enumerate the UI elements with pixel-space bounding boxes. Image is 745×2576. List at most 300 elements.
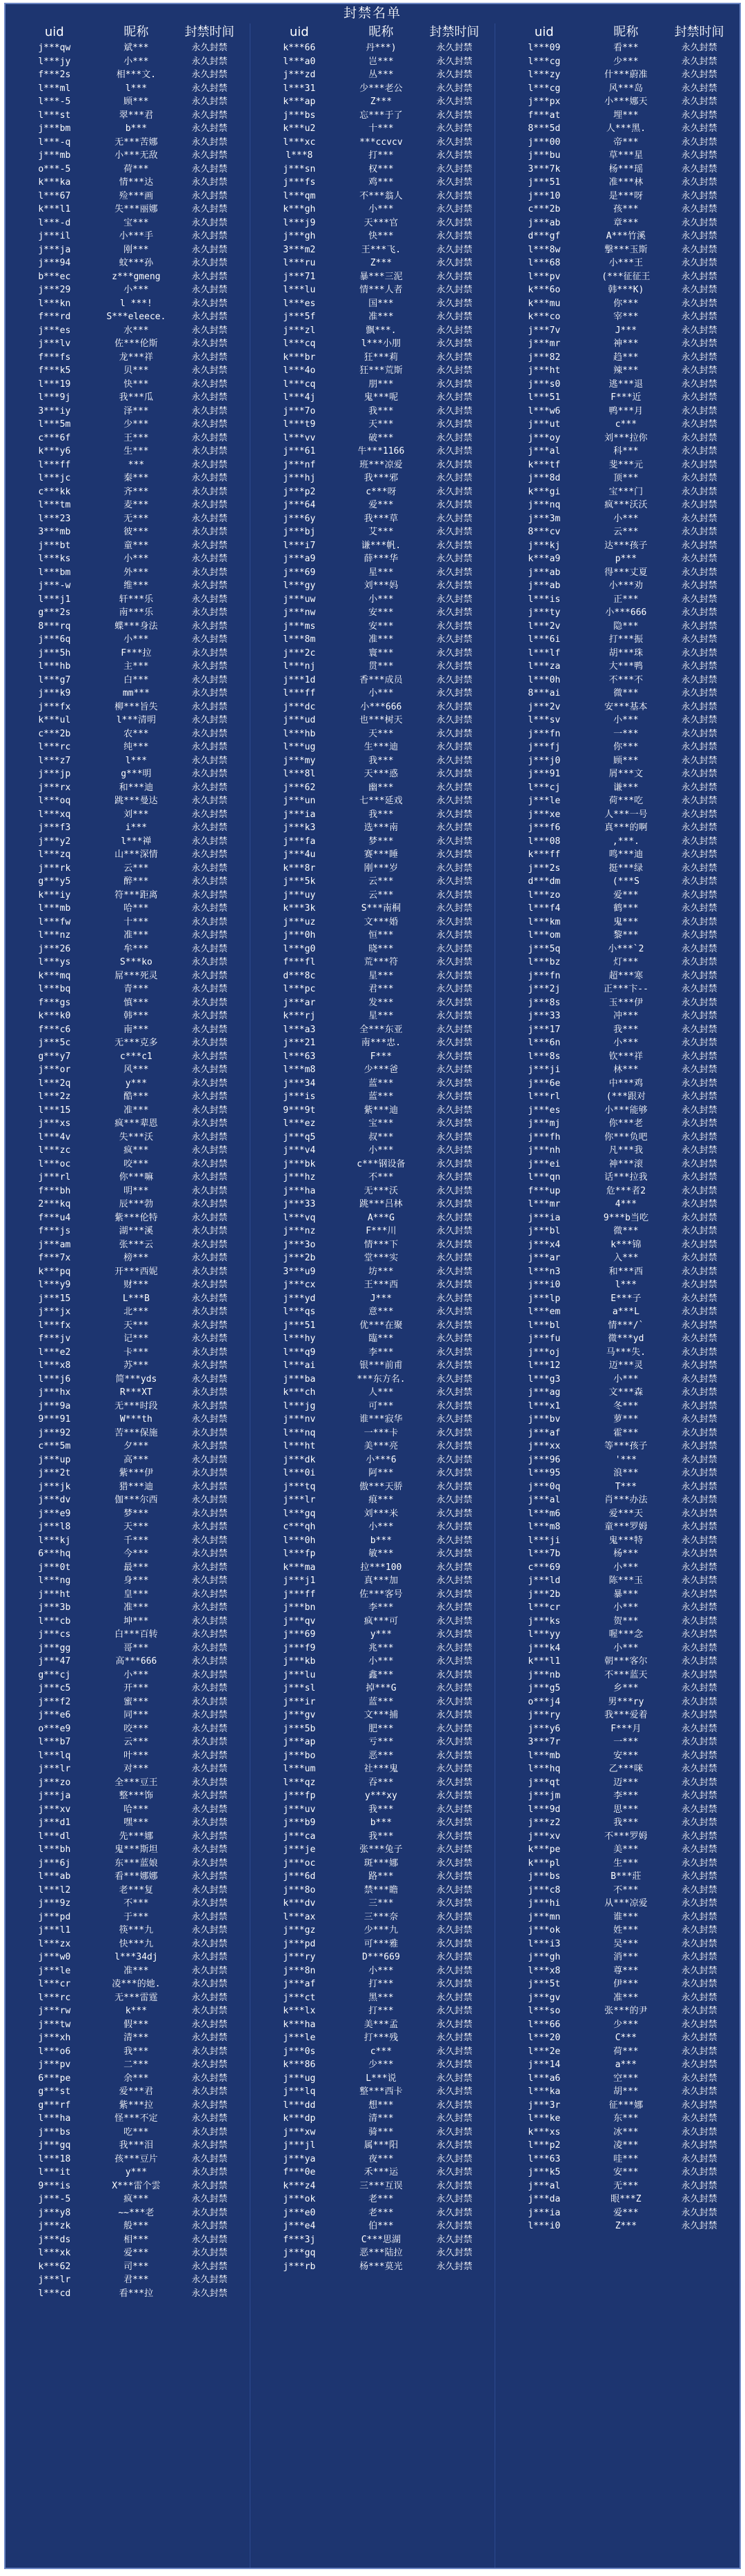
uid-cell: f***js bbox=[38, 1226, 71, 1236]
status-cell: 永久封禁 bbox=[436, 97, 473, 107]
uid-cell: j***4u bbox=[283, 849, 316, 860]
status-cell: 永久封禁 bbox=[681, 163, 717, 174]
table-row bbox=[6, 337, 250, 351]
uid-cell: j***uv bbox=[283, 1804, 316, 1815]
uid-cell: j***s0 bbox=[528, 379, 561, 390]
status-cell: 永久封禁 bbox=[191, 688, 228, 698]
uid-cell: l***vv bbox=[283, 432, 316, 443]
table-row bbox=[6, 620, 250, 634]
name-cell: 骑*** bbox=[368, 2126, 394, 2137]
uid-cell: k***62 bbox=[38, 2261, 71, 2272]
table-row bbox=[6, 1090, 250, 1104]
status-cell: 永久封禁 bbox=[436, 1871, 473, 1882]
uid-cell: l***st bbox=[38, 110, 71, 121]
name-cell: 对*** bbox=[123, 1764, 149, 1774]
name-cell: 天*** bbox=[368, 419, 394, 430]
status-cell: 永久封禁 bbox=[191, 647, 228, 658]
status-cell: 永久封禁 bbox=[436, 1199, 473, 1209]
uid-cell: l***8s bbox=[528, 1051, 561, 1062]
uid-cell: l***g3 bbox=[528, 1373, 561, 1385]
table-row bbox=[495, 1911, 739, 1924]
status-cell: 永久封禁 bbox=[191, 298, 228, 309]
status-cell: 永久封禁 bbox=[436, 1266, 473, 1277]
uid-cell: l***nq bbox=[283, 1427, 316, 1438]
table-row bbox=[495, 1574, 739, 1588]
table-row bbox=[495, 1884, 739, 1898]
table-row bbox=[6, 754, 250, 768]
uid-cell: j***6q bbox=[38, 634, 71, 645]
uid-cell: j***8n bbox=[283, 1965, 316, 1976]
status-cell: 永久封禁 bbox=[191, 836, 228, 847]
name-cell: 文***森 bbox=[608, 1387, 644, 1398]
uid-cell: j***nh bbox=[528, 1145, 561, 1156]
uid-cell: k***dp bbox=[283, 2113, 316, 2124]
table-row bbox=[495, 68, 739, 82]
name-cell: 叶*** bbox=[123, 1750, 149, 1761]
table-row bbox=[495, 2220, 739, 2233]
uid-cell: j***f3 bbox=[38, 823, 71, 833]
status-cell: 永久封禁 bbox=[436, 1373, 473, 1385]
uid-cell: 6***hq bbox=[38, 1549, 71, 1559]
status-cell: 永久封禁 bbox=[681, 2180, 717, 2191]
table-row bbox=[250, 1991, 495, 2005]
uid-cell: l***xk bbox=[38, 2248, 71, 2258]
name-cell: 阿*** bbox=[368, 1468, 394, 1478]
status-cell: 永久封禁 bbox=[191, 2019, 228, 2030]
table-row bbox=[6, 109, 250, 123]
table-row bbox=[250, 2085, 495, 2099]
status-cell: 永久封禁 bbox=[436, 701, 473, 712]
name-cell: 最*** bbox=[123, 1562, 149, 1573]
table-row bbox=[495, 1319, 739, 1333]
table-row bbox=[6, 2287, 250, 2301]
table-row bbox=[250, 1789, 495, 1803]
table-row bbox=[495, 2206, 739, 2220]
uid-cell: j***8o bbox=[283, 1884, 316, 1895]
uid-cell: l***z7 bbox=[38, 755, 71, 766]
name-cell: 银***前甫 bbox=[359, 1360, 403, 1371]
status-cell: 永久封禁 bbox=[681, 1280, 717, 1290]
uid-cell: f***fs bbox=[38, 352, 71, 363]
uid-cell: j***ei bbox=[528, 1158, 561, 1169]
uid-cell: j***ab bbox=[528, 581, 561, 591]
name-cell: 破*** bbox=[368, 432, 394, 443]
uid-cell: j***af bbox=[528, 1427, 561, 1438]
name-cell: 云*** bbox=[123, 863, 149, 874]
name-cell: 暴***三泥 bbox=[359, 271, 403, 282]
name-cell: 老*** bbox=[368, 2194, 394, 2204]
status-cell: 永久封禁 bbox=[436, 674, 473, 685]
name-cell: 紫***拉 bbox=[119, 2100, 154, 2111]
uid-cell: j***pd bbox=[283, 1938, 316, 1949]
uid-cell: l***is bbox=[528, 594, 561, 605]
table-row bbox=[250, 1978, 495, 1991]
table-row bbox=[6, 1601, 250, 1615]
name-cell: 选***南 bbox=[364, 823, 399, 833]
table-row bbox=[250, 848, 495, 862]
status-cell: 永久封禁 bbox=[681, 1669, 717, 1680]
status-cell: 永久封禁 bbox=[191, 1078, 228, 1089]
name-cell: y*** bbox=[125, 1078, 148, 1089]
table-row bbox=[495, 243, 739, 257]
status-cell: 永久封禁 bbox=[436, 2033, 473, 2043]
status-cell: 永久封禁 bbox=[681, 2167, 717, 2177]
table-row bbox=[495, 1131, 739, 1145]
name-cell: 掉***G bbox=[366, 1683, 397, 1693]
status-cell: 永久封禁 bbox=[191, 1952, 228, 1962]
status-cell: 永久封禁 bbox=[191, 83, 228, 94]
status-cell: 永久封禁 bbox=[681, 1226, 717, 1236]
table-row bbox=[495, 767, 739, 781]
name-cell: 征***娜 bbox=[608, 2100, 644, 2111]
name-cell: 禾***运 bbox=[364, 2167, 399, 2177]
table-row bbox=[6, 176, 250, 190]
status-cell: 永久封禁 bbox=[681, 715, 717, 725]
status-cell: 永久封禁 bbox=[681, 1965, 717, 1976]
status-cell: 永久封禁 bbox=[681, 2033, 717, 2043]
status-cell: 永久封禁 bbox=[191, 43, 228, 53]
name-cell: 小*** bbox=[123, 554, 149, 564]
table-row bbox=[6, 808, 250, 822]
name-cell: 刘***拉你 bbox=[604, 432, 648, 443]
status-cell: 永久封禁 bbox=[436, 231, 473, 241]
name-cell: 小*** bbox=[613, 1602, 639, 1613]
uid-cell: l***sv bbox=[528, 715, 561, 725]
table-row bbox=[6, 270, 250, 284]
uid-cell: k***mu bbox=[528, 298, 561, 309]
uid-cell: k***66 bbox=[283, 43, 316, 53]
status-cell: 永久封禁 bbox=[436, 2113, 473, 2124]
name-cell: 社***鬼 bbox=[364, 1764, 399, 1774]
uid-cell: j***qw bbox=[38, 43, 71, 53]
uid-cell: j***qv bbox=[283, 1616, 316, 1627]
name-cell: 从***凉爱 bbox=[604, 1898, 648, 1909]
name-cell: 齐*** bbox=[123, 486, 149, 497]
status-cell: 永久封禁 bbox=[191, 513, 228, 524]
status-cell: 永久封禁 bbox=[436, 1723, 473, 1734]
table-row bbox=[250, 1655, 495, 1669]
name-cell: 眼***Z bbox=[610, 2194, 642, 2204]
name-cell: b*** bbox=[370, 1818, 393, 1828]
status-cell: 永久封禁 bbox=[436, 688, 473, 698]
uid-cell: j***ia bbox=[528, 1212, 561, 1223]
uid-cell: j***es bbox=[38, 325, 71, 336]
status-cell: 永久封禁 bbox=[436, 1481, 473, 1492]
status-cell: 永久封禁 bbox=[681, 1131, 717, 1143]
name-cell: 南***乐 bbox=[119, 607, 154, 618]
name-cell: c*** bbox=[615, 419, 637, 430]
uid-cell: l***i3 bbox=[528, 1938, 561, 1949]
name-cell: 无***克多 bbox=[115, 1038, 158, 1048]
name-cell: ***ccvcv bbox=[359, 137, 403, 148]
uid-cell: l***5m bbox=[38, 419, 71, 430]
table-row bbox=[495, 2085, 739, 2099]
table-row bbox=[250, 41, 495, 55]
table-row bbox=[495, 1063, 739, 1077]
uid-cell: l***es bbox=[283, 298, 316, 309]
name-cell: 简***yds bbox=[115, 1373, 157, 1385]
status-cell: 永久封禁 bbox=[191, 2288, 228, 2299]
uid-cell: j***5f bbox=[283, 312, 316, 322]
uid-cell: l***kn bbox=[38, 298, 71, 309]
status-cell: 永久封禁 bbox=[681, 1145, 717, 1156]
table-row bbox=[250, 1951, 495, 1964]
table-row bbox=[250, 203, 495, 217]
uid-cell: 8***ai bbox=[528, 688, 561, 698]
table-row bbox=[250, 606, 495, 620]
status-cell: 永久封禁 bbox=[191, 930, 228, 940]
name-cell: 云*** bbox=[368, 876, 394, 887]
status-cell: 永久封禁 bbox=[681, 56, 717, 67]
name-cell: 贯*** bbox=[368, 661, 394, 672]
status-cell: 永久封禁 bbox=[436, 581, 473, 591]
name-cell: 外*** bbox=[123, 567, 149, 578]
uid-cell: l***b7 bbox=[38, 1737, 71, 1747]
uid-cell: j***ar bbox=[283, 997, 316, 1008]
status-cell: 永久封禁 bbox=[191, 1576, 228, 1586]
name-cell: 打***振 bbox=[608, 634, 644, 645]
uid-cell: j***21 bbox=[283, 1038, 316, 1048]
table-row bbox=[495, 176, 739, 190]
table-row bbox=[250, 1547, 495, 1561]
table-row bbox=[250, 337, 495, 351]
status-cell: 永久封禁 bbox=[191, 1185, 228, 1196]
name-cell: 正***卞-- bbox=[603, 984, 648, 994]
uid-cell: j***k5 bbox=[528, 2167, 561, 2177]
name-cell: 余*** bbox=[123, 2073, 149, 2084]
table-row bbox=[6, 1036, 250, 1050]
status-cell: 永久封禁 bbox=[436, 1145, 473, 1156]
table-row bbox=[6, 674, 250, 687]
uid-cell: f***at bbox=[528, 110, 561, 121]
name-cell: 嘿*** bbox=[123, 1818, 149, 1828]
table-row bbox=[6, 552, 250, 566]
table-row bbox=[250, 1938, 495, 1951]
status-cell: 永久封禁 bbox=[436, 244, 473, 255]
uid-cell: j***my bbox=[283, 755, 316, 766]
table-row bbox=[495, 1924, 739, 1938]
table-row bbox=[250, 1036, 495, 1050]
status-cell: 永久封禁 bbox=[191, 903, 228, 914]
uid-cell: j***ht bbox=[528, 365, 561, 376]
table-row bbox=[6, 1762, 250, 1776]
table-row bbox=[495, 1776, 739, 1790]
uid-cell: k***mq bbox=[38, 970, 71, 981]
table-row bbox=[250, 943, 495, 956]
table-row bbox=[495, 714, 739, 727]
table-row bbox=[250, 1897, 495, 1911]
table-row bbox=[6, 1063, 250, 1077]
table-row bbox=[6, 324, 250, 338]
name-cell: 宝*** bbox=[123, 217, 149, 228]
table-row bbox=[495, 1857, 739, 1871]
uid-cell: j***gv bbox=[283, 1710, 316, 1720]
name-cell: 生***迪 bbox=[364, 742, 399, 752]
uid-cell: d***dm bbox=[528, 876, 561, 887]
uid-cell: j***2j bbox=[528, 984, 561, 994]
status-cell: 永久封禁 bbox=[191, 2180, 228, 2191]
uid-cell: l***0h bbox=[528, 674, 561, 685]
uid-cell: k***ul bbox=[38, 715, 71, 725]
name-cell: 准*** bbox=[613, 1992, 639, 2003]
table-row bbox=[495, 364, 739, 378]
table-row bbox=[250, 674, 495, 687]
name-cell: 麦*** bbox=[123, 500, 149, 510]
table-row bbox=[250, 1185, 495, 1198]
status-cell: 永久封禁 bbox=[191, 2060, 228, 2070]
table-row bbox=[250, 1440, 495, 1453]
status-cell: 永久封禁 bbox=[681, 607, 717, 618]
uid-cell: j***un bbox=[283, 796, 316, 806]
table-row bbox=[495, 109, 739, 123]
table-row bbox=[250, 1493, 495, 1507]
uid-cell: g***y5 bbox=[38, 876, 71, 887]
status-cell: 永久封禁 bbox=[681, 204, 717, 214]
name-cell: 喔***念 bbox=[608, 1629, 644, 1640]
name-cell: 记*** bbox=[123, 1334, 149, 1344]
table-row bbox=[250, 2072, 495, 2086]
status-cell: 永久封禁 bbox=[436, 661, 473, 672]
status-cell: 永久封禁 bbox=[191, 271, 228, 282]
name-cell: 飘***. bbox=[366, 325, 397, 336]
uid-cell: j***xx bbox=[528, 1441, 561, 1451]
name-cell: 什***蔚准 bbox=[604, 70, 648, 80]
status-cell: 永久封禁 bbox=[681, 1576, 717, 1586]
table-row bbox=[495, 943, 739, 956]
column-header-row bbox=[250, 23, 495, 41]
table-row bbox=[250, 1574, 495, 1588]
name-cell: 疯***沃沃 bbox=[604, 500, 648, 510]
uid-cell: l***qn bbox=[528, 1172, 561, 1183]
status-cell: 永久封禁 bbox=[436, 849, 473, 860]
name-cell: 可*** bbox=[368, 1400, 394, 1411]
name-cell: b*** bbox=[370, 1535, 393, 1546]
status-cell: 永久封禁 bbox=[436, 432, 473, 443]
table-row bbox=[250, 324, 495, 338]
table-row bbox=[6, 405, 250, 419]
status-cell: 永久封禁 bbox=[436, 930, 473, 940]
uid-cell: j***rk bbox=[38, 863, 71, 874]
name-cell: 顾*** bbox=[613, 755, 639, 766]
table-row bbox=[6, 1991, 250, 2005]
table-row bbox=[250, 1762, 495, 1776]
uid-cell: l***nz bbox=[38, 930, 71, 940]
uid-cell: c***kk bbox=[38, 486, 71, 497]
uid-cell: l***zy bbox=[528, 70, 561, 80]
status-cell: 永久封禁 bbox=[436, 2221, 473, 2231]
uid-cell: l***x8 bbox=[528, 1965, 561, 1976]
uid-cell: l***ji bbox=[528, 1535, 561, 1546]
table-row bbox=[250, 499, 495, 512]
uid-cell: j***bm bbox=[38, 123, 71, 134]
uid-cell: l***n3 bbox=[528, 1266, 561, 1277]
status-cell: 永久封禁 bbox=[436, 2126, 473, 2137]
uid-cell: j***le bbox=[283, 2033, 316, 2043]
name-cell: 鬼*** bbox=[613, 916, 639, 927]
uid-cell: j***ca bbox=[283, 1831, 316, 1842]
table-row bbox=[495, 512, 739, 526]
status-cell: 永久封禁 bbox=[681, 930, 717, 940]
name-cell: 马***失. bbox=[606, 1347, 646, 1358]
name-cell: 你*** bbox=[613, 742, 639, 752]
name-cell: 全***东亚 bbox=[359, 1024, 403, 1035]
name-cell: 鸣***迪 bbox=[608, 849, 644, 860]
name-cell: 朝***客尔 bbox=[604, 1656, 648, 1667]
table-row bbox=[6, 566, 250, 580]
uid-cell: l***jc bbox=[38, 473, 71, 483]
table-row bbox=[6, 1292, 250, 1306]
uid-cell: j***ud bbox=[283, 715, 316, 725]
uid-cell: j***sn bbox=[283, 163, 316, 174]
name-cell: 准***林 bbox=[608, 177, 644, 188]
status-cell: 永久封禁 bbox=[681, 298, 717, 309]
table-row bbox=[6, 579, 250, 593]
table-row bbox=[250, 2045, 495, 2059]
status-cell: 永久封禁 bbox=[191, 459, 228, 470]
name-cell: 我*** bbox=[368, 809, 394, 820]
name-cell: 逃***退 bbox=[608, 379, 644, 390]
status-cell: 永久封禁 bbox=[681, 1454, 717, 1465]
uid-cell: f***fl bbox=[283, 957, 316, 967]
uid-cell: j***ok bbox=[528, 1925, 561, 1935]
name-cell: 夜*** bbox=[368, 2153, 394, 2164]
uid-cell: j***gv bbox=[528, 1992, 561, 2003]
uid-cell: l***zq bbox=[38, 849, 71, 860]
name-cell: 贺*** bbox=[613, 1616, 639, 1627]
uid-cell: k***iy bbox=[38, 889, 71, 900]
uid-cell: f***gs bbox=[38, 997, 71, 1008]
uid-cell: l***kj bbox=[38, 1535, 71, 1546]
name-cell: 我***爱着 bbox=[604, 1710, 648, 1720]
uid-cell: j***oc bbox=[283, 1858, 316, 1869]
uid-cell: l***l2 bbox=[38, 1884, 71, 1895]
name-cell: y***xy bbox=[364, 1791, 397, 1801]
status-cell: 永久封禁 bbox=[681, 1710, 717, 1720]
table-row bbox=[250, 1265, 495, 1279]
table-row bbox=[250, 2126, 495, 2140]
table-row bbox=[6, 1938, 250, 1951]
table-row bbox=[6, 1077, 250, 1091]
status-cell: 永久封禁 bbox=[436, 1791, 473, 1801]
status-cell: 永久封禁 bbox=[436, 110, 473, 121]
uid-cell: j***l8 bbox=[38, 1522, 71, 1532]
table-row bbox=[495, 1816, 739, 1830]
status-cell: 永久封禁 bbox=[681, 1535, 717, 1546]
name-cell: 发*** bbox=[368, 997, 394, 1008]
status-cell: 永久封禁 bbox=[191, 1387, 228, 1398]
uid-cell: l***-5 bbox=[38, 97, 71, 107]
uid-cell: j***ir bbox=[283, 1696, 316, 1707]
table-row bbox=[495, 1480, 739, 1494]
status-cell: 永久封禁 bbox=[681, 1858, 717, 1869]
uid-cell: l***j1 bbox=[38, 594, 71, 605]
uid-cell: l***x1 bbox=[528, 1400, 561, 1411]
table-row bbox=[250, 243, 495, 257]
name-cell: 乡*** bbox=[613, 1683, 639, 1693]
table-row bbox=[495, 217, 739, 230]
status-cell: 永久封禁 bbox=[191, 1293, 228, 1304]
uid-cell: j***ct bbox=[283, 1992, 316, 2003]
status-cell: 永久封禁 bbox=[436, 1414, 473, 1425]
uid-cell: o***j4 bbox=[528, 1696, 561, 1707]
table-row bbox=[495, 808, 739, 822]
name-cell: 爱*** bbox=[123, 2248, 149, 2258]
uid-cell: l***hq bbox=[528, 1764, 561, 1774]
table-row bbox=[495, 606, 739, 620]
status-cell: 永久封禁 bbox=[191, 2275, 228, 2285]
name-cell: 筷***九 bbox=[119, 1925, 154, 1935]
uid-cell: j***lu bbox=[283, 1669, 316, 1680]
